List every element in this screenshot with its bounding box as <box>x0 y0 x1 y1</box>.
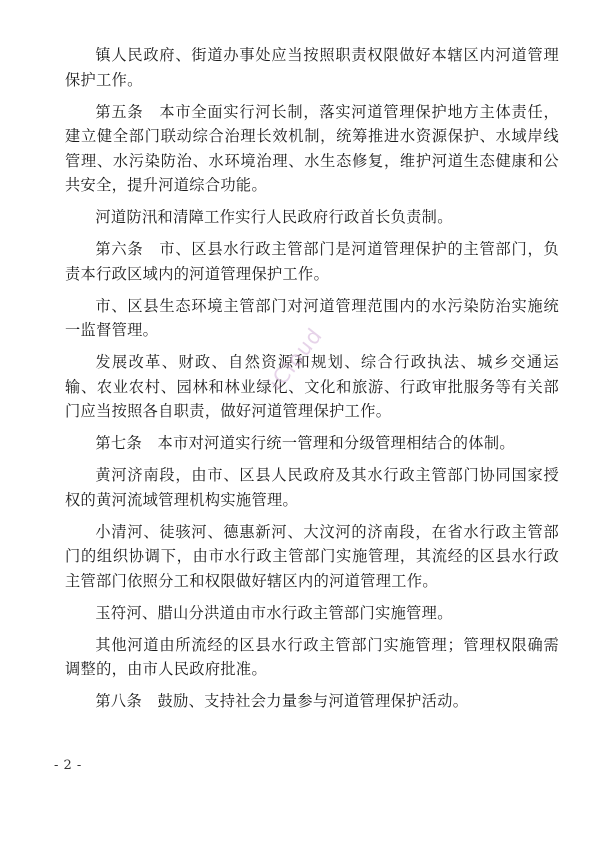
document-body <box>65 43 559 721</box>
paragraph: 其他河道由所流经的区县水行政主管部门实施管理；管理权限确需调整的，由市人民政府批准。 <box>65 635 559 678</box>
article-5-paragraph: 第五条 本市全面实行河长制，落实河道管理保护地方主体责任，建立健全部门联动综合治理长效机制，统筹推进水资源保护、水域岸线管理、水污染防治、水环境治理、水生态修复，维护河道生态健康和公共安全，提升河道综合功能。 <box>65 102 559 194</box>
article-7-paragraph: 第七条 本市对河道实行统一管理和分级管理相结合的体制。 <box>95 434 515 452</box>
paragraph: 市、区县生态环境主管部门对河道管理范围内的水污染防治实施统一监督管理。 <box>65 296 559 339</box>
paragraph: 小清河、徒骇河、德惠新河、大汶河的济南段，在省水行政主管部门的组织协调下，由市水行政主管部门实施管理，其流经的区县水行政主管部门依照分工和权限做好辖区内的河道管理工作。 <box>65 522 559 590</box>
page-number: - 2 - <box>54 758 82 773</box>
article-6-paragraph: 第六条 市、区县水行政主管部门是河道管理保护的主管部门，负责本行政区域内的河道管理保护工作。 <box>65 240 559 283</box>
paragraph: 镇人民政府、街道办事处应当按照职责权限做好本辖区内河道管理保护工作。 <box>65 46 559 89</box>
paragraph: 河道防汛和清障工作实行人民政府行政首长负责制。 <box>95 208 453 226</box>
paragraph: 黄河济南段，由市、区县人民政府及其水行政主管部门协同国家授权的黄河流域管理机构实施管理。 <box>65 466 559 509</box>
article-8-paragraph: 第八条 鼓励、支持社会力量参与河道管理保护活动。 <box>95 692 469 710</box>
paragraph: 玉符河、腊山分洪道由市水行政主管部门实施管理。 <box>95 603 453 622</box>
watermark: iCloud <box>264 323 328 395</box>
paragraph: 发展改革、财政、自然资源和规划、综合行政执法、城乡交通运输、农业农村、园林和林业绿化、文化和旅游、行政审批服务等有关部门应当按照各自职责，做好河道管理保护工作。 <box>65 353 559 420</box>
